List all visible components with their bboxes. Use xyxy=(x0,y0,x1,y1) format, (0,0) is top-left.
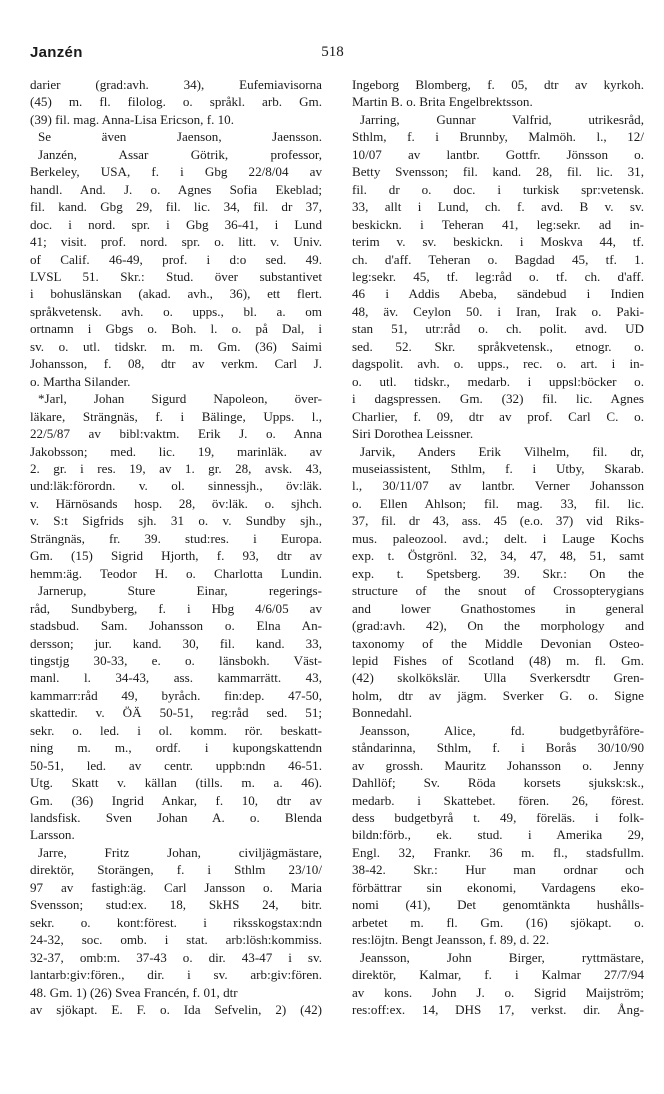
text-line: LVSL 51. Skr.: Stud. över substantivet xyxy=(30,268,322,284)
page-number: 518 xyxy=(321,44,344,60)
text-line: råd, Sundbyberg, f. i Hbg 4/6/05 av xyxy=(30,600,322,616)
text-line: Se även Jaenson, Jaensson. xyxy=(38,129,322,145)
text-line: 38-42. Skr.: Hur man ordnar och xyxy=(352,862,644,878)
text-line: av sjökapt. E. F. o. Ida Sefvelin, 2) (42) xyxy=(30,1002,322,1018)
text-line: fil. dr o. doc. i turkisk spr:vetensk. xyxy=(352,181,644,197)
text-line: stadsbud. Sam. Johansson o. Elna An- xyxy=(30,618,322,634)
text-line: 48. Gm. 1) (26) Svea Francén, f. 01, dtr xyxy=(30,984,238,1000)
text-line: Strängnäs, fr. 39. stud:res. i Europa. xyxy=(30,530,322,546)
text-line: Jakobsson; med. lic. 19, marinläk. av xyxy=(30,443,322,459)
text-line: and lower Gnathostomes in general xyxy=(352,600,644,616)
text-line: mus. paleozool. avd.; delt. i Lauge Kochs xyxy=(352,530,644,546)
text-line: l., 30/11/07 av lantbr. Verner Johansson xyxy=(352,478,644,494)
text-line: und:läk:förordn. v. ol. sinnessjh., öv:läk. xyxy=(30,478,322,494)
text-line: Jeansson, John Birger, ryttmästare, xyxy=(360,949,644,965)
text-line: dagspolit. avh. o. upps., rec. o. art. i in- xyxy=(352,356,644,372)
text-line: 32-37, omb:m. 37-43 o. dir. 43-47 i sv. xyxy=(30,949,322,965)
text-line: Bonnedahl. xyxy=(352,705,413,721)
text-line: ning m. m., ordf. i kupongskattendn xyxy=(30,740,322,756)
text-line: hemm:äg. Teodor H. o. Charlotta Lundin. xyxy=(30,565,322,581)
text-line: av grossh. Mauritz Johansson o. Jenny xyxy=(352,757,644,773)
text-line: Siri Dorothea Leissner. xyxy=(352,426,474,442)
text-line: res:löjtn. Bengt Jeansson, f. 89, d. 22. xyxy=(352,932,550,948)
text-line: Dahllöf; Sv. Röda korsets sjuksk:sk., xyxy=(352,775,644,791)
text-line: 97 av fastigh:äg. Carl Jansson o. Maria xyxy=(30,879,322,895)
text-line: Jarvik, Anders Erik Vilhelm, fil. dr, xyxy=(360,443,644,459)
text-line: Sthlm, f. i Brunnby, Malmöh. l., 12/ xyxy=(352,129,644,145)
text-line: landsfisk. Sven Johan A. o. Blenda xyxy=(30,810,322,826)
text-line: (45) m. fl. filolog. o. språkl. arb. Gm. xyxy=(30,94,322,110)
text-line: förbättrar sin ekonomi, Vardagens eko- xyxy=(352,879,644,895)
text-line: nomi (41), Det genomtänkta hushålls- xyxy=(352,897,644,913)
text-line: of Calif. 46-49, prof. i d:o sed. 49. xyxy=(30,251,322,267)
text-line: direktör, Kalmar, f. i Kalmar 27/7/94 xyxy=(352,967,644,983)
text-line: ståndarinna, Sthlm, f. i Borås 30/10/90 xyxy=(352,740,644,756)
text-line: läkare, Strängnäs, f. i Bälinge, Upps. l., xyxy=(30,408,322,424)
text-line: Janzén, Assar Götrik, professor, xyxy=(38,146,322,162)
text-line: beskickn. i Teheran 41, leg:sekr. ad in- xyxy=(352,216,644,232)
text-line: *Jarl, Johan Sigurd Napoleon, över- xyxy=(38,391,322,407)
text-line: 46 i Addis Abeba, sändebud i Indien xyxy=(352,286,644,302)
text-line: doc. i nord. spr. i Gbg 36-41, i Lund xyxy=(30,216,322,232)
text-line: kammarr:råd 49, byråch. fin:dep. 47-50, xyxy=(30,687,322,703)
text-line: 10/07 av lantbr. Gottfr. Jönsson o. xyxy=(352,146,644,162)
text-line: tingstjg 30-33, e. o. länsbokh. Väst- xyxy=(30,652,322,668)
text-line: sed. 52. Skr. språkvetensk., etnogr. o. xyxy=(352,338,644,354)
text-line: o. Martha Silander. xyxy=(30,373,131,389)
text-line: o. Ellen Ahlson; fil. mag. 33, fil. lic. xyxy=(352,495,644,511)
text-line: (grad:avh. 42), On the morphology and xyxy=(352,618,644,634)
text-line: Jeansson, Alice, fd. budgetbyråföre- xyxy=(360,722,644,738)
text-line: 48, äv. Ceylon 50. i Iran, Irak o. Paki- xyxy=(352,303,644,319)
text-line: 22/5/87 av bibl:vaktm. Erik J. o. Anna xyxy=(30,426,322,442)
text-line: Engl. 32, Frankr. 36 m. fl., stadsfullm. xyxy=(352,844,644,860)
text-line: manl. l. 34-43, ass. kammarrätt. 43, xyxy=(30,670,322,686)
text-line: taxonomy of the Middle Devonian Osteo- xyxy=(352,635,644,651)
text-line: bildn:förb., ek. stud. i Amerika 29, xyxy=(352,827,644,843)
text-line: dersson; jur. kand. 30, fil. kand. 33, xyxy=(30,635,322,651)
page-header xyxy=(30,44,635,68)
text-line: 41; visit. prof. nord. spr. o. litt. v. Univ. xyxy=(30,234,322,250)
text-line: structure of the snout of Crossopterygians xyxy=(352,583,644,599)
text-line: fil. kand. Gbg 29, fil. lic. 34, fil. dr 37, xyxy=(30,199,322,215)
text-line: holm, dtr av jägm. Sverker G. o. Signe xyxy=(352,687,644,703)
text-line: Svensson; stud:ex. 18, SkHS 24, bitr. xyxy=(30,897,322,913)
text-line: res:off:ex. 14, DHS 17, verkst. dir. Ång- xyxy=(352,1002,644,1018)
text-line: 2. gr. i res. 19, av 1. gr. 28, avsk. 43, xyxy=(30,460,322,476)
text-line: Gm. (15) Sigrid Hjorth, f. 93, dtr av xyxy=(30,548,322,564)
text-line: Larsson. xyxy=(30,827,75,843)
text-line: Utg. Skatt v. källan (tills. m. a. 46). xyxy=(30,775,322,791)
text-line: exp. t. Östgrönl. 32, 34, 47, 48, 51, samt xyxy=(352,548,644,564)
text-line: v. S:t Sigfrids sjh. 31 o. v. Sundby sjh., xyxy=(30,513,322,529)
text-line: medarb. i Skattebet. fören. 26, förest. xyxy=(352,792,644,808)
text-line: leg:sekr. 45, tf. leg:råd o. tf. ch. d'aff. xyxy=(352,268,644,284)
text-line: Jarre, Fritz Johan, civiljägmästare, xyxy=(38,844,322,860)
text-line: o. utl. tidskr., medarb. i uppsl:böcker o. xyxy=(352,373,644,389)
text-line: Martin B. o. Brita Engelbrektsson. xyxy=(352,94,533,110)
right-column xyxy=(352,76,644,1018)
text-line: av kons. John J. o. Sigrid Maijström; xyxy=(352,984,644,1000)
text-line: Johansson, f. 08, dtr av verkm. Carl J. xyxy=(30,356,322,372)
text-line: 24-32, soc. omb. i stat. arb:lösh:kommiss. xyxy=(30,932,322,948)
text-line: arbetet m. fl. Gm. (16) sjökapt. o. xyxy=(352,914,644,930)
text-line: lantarb:giv:fören., dir. i sv. arb:giv:fören. xyxy=(30,967,322,983)
text-line: skattedir. v. ÖÄ 50-51, reg:råd sed. 51; xyxy=(30,705,322,721)
text-line: språkvetensk. avh. o. upps., bl. a. om xyxy=(30,303,322,319)
text-line: Betty Svensson; fil. kand. 28, fil. lic. 31, xyxy=(352,164,644,180)
text-line: i dagspressen. Gm. (32) fil. lic. Agnes xyxy=(352,391,644,407)
text-line: dess budgetbyrå t. 49, föreläs. i folk- xyxy=(352,810,644,826)
text-line: Ingeborg Blomberg, f. 05, dtr av kyrkoh. xyxy=(352,77,644,92)
left-column xyxy=(30,76,322,1018)
text-line: 37, fil. dr 43, ass. 45 (e.o. 37) vid Riks- xyxy=(352,513,644,529)
text-line: terim v. sv. beskickn. i Moskva 44, tf. xyxy=(352,234,644,250)
text-line: (39) fil. mag. Anna-Lisa Ericson, f. 10. xyxy=(30,111,234,127)
text-line: Gm. (36) Ingrid Ankar, f. 10, dtr av xyxy=(30,792,322,808)
text-line: lepid Fishes of Scotland (48) m. fl. Gm. xyxy=(352,652,644,668)
running-head: Janzén xyxy=(30,44,83,61)
text-line: sekr. o. kont:förest. i riksskogstax:ndn xyxy=(30,914,322,930)
text-line: darier (grad:avh. 34), Eufemiavisorna xyxy=(30,77,322,92)
text-line: 33, allt i Lund, ch. f. avd. B v. sv. xyxy=(352,199,644,215)
text-line: Jarnerup, Sture Einar, regerings- xyxy=(38,583,322,599)
text-line: Charlier, f. 09, dtr av prof. Carl C. o. xyxy=(352,408,644,424)
text-line: museiassistent, Sthlm, f. i Utby, Skarab. xyxy=(352,460,644,476)
text-line: ortnamn i Gbgs o. Boh. l. o. på Dal, i xyxy=(30,321,322,337)
text-line: ch. d'aff. Teheran o. Bagdad 45, tf. 1. xyxy=(352,251,644,267)
text-line: 50-51, led. av centr. uppb:ndn 46-51. xyxy=(30,757,322,773)
text-line: direktör, Storängen, f. i Sthlm 23/10/ xyxy=(30,862,322,878)
text-line: (42) skolkökslär. Ulla Sverkersdtr Gren- xyxy=(352,670,644,686)
text-line: stan 51, utr:råd o. ch. polit. avd. UD xyxy=(352,321,644,337)
text-line: sekr. o. led. i ol. komm. rör. beskatt- xyxy=(30,722,322,738)
text-line: exp. t. Spetsberg. 39. Skr.: On the xyxy=(352,565,644,581)
text-line: handl. And. J. o. Agnes Sofia Ekeblad; xyxy=(30,181,322,197)
text-line: i bohuslänskan (akad. avh., 36), ett flert. xyxy=(30,286,322,302)
text-line: Berkeley, USA, f. i Gbg 22/8/04 av xyxy=(30,164,322,180)
text-line: v. Härnösands hosp. 28, öv:läk. o. sjhch. xyxy=(30,495,322,511)
text-line: sv. o. utl. tidskr. m. m. Gm. (36) Saimi xyxy=(30,338,322,354)
text-line: Jarring, Gunnar Valfrid, utrikesråd, xyxy=(360,111,644,127)
